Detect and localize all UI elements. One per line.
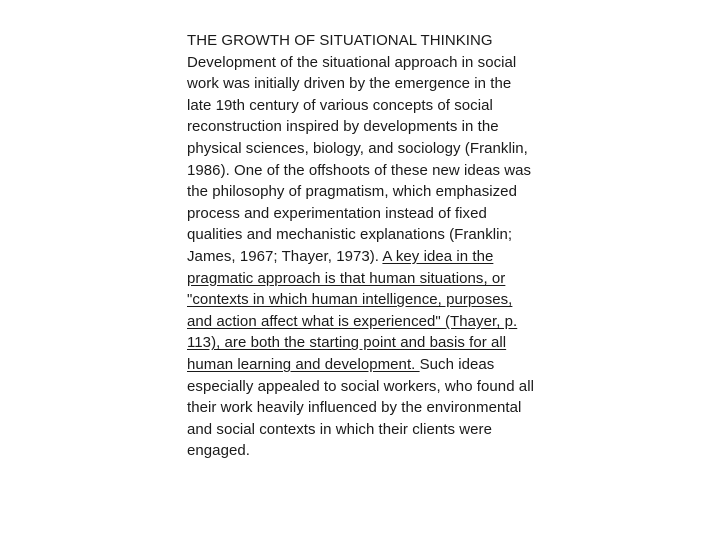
body-text-intro: Development of the situational approach in social work was initially driven by the emergence in the late 19th century of various concepts of social reconstruction inspired by developments in the physical sciences, biology, and sociology (Franklin, 1986). One of the offshoots of these new ideas was the philosophy of pragmatism, which emphasized process and experimentation instead of fixed qualities and mechanistic explanations (Franklin; James, 1967; Thayer, 1973). (187, 53, 532, 265)
slide-title: THE GROWTH OF SITUATIONAL THINKING (187, 32, 493, 49)
text-block (187, 30, 537, 462)
body-text-underlined: A key idea in the pragmatic approach is that human situations, or "contexts in which human intelligence, purposes, and action affect what is experienced" (Thayer, p. 113), are both the starting point and basis for all human learning and development. (187, 247, 518, 373)
body-paragraph (187, 52, 537, 462)
body-text-conclusion: Such ideas especially appealed to social workers, who found all their work heavily influenced by the environmental and social contexts in which their clients were engaged. (187, 355, 534, 460)
